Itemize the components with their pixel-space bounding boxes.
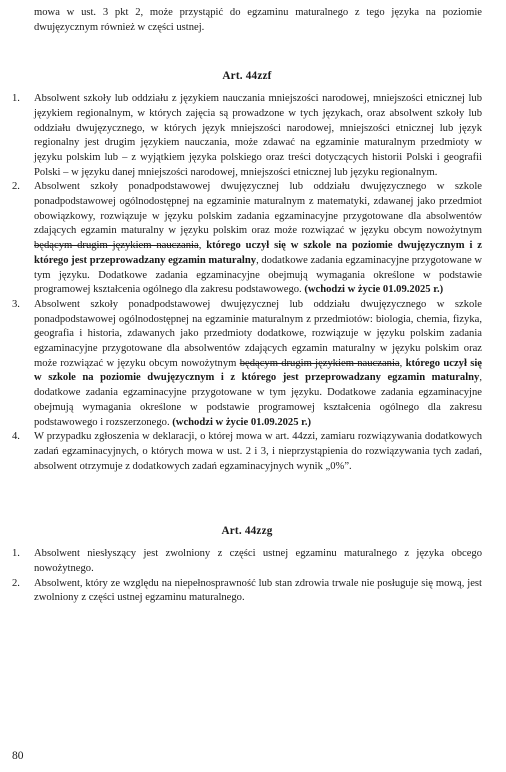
article-heading-44zzg: Art. 44zzg xyxy=(221,525,273,538)
item-number: 4. xyxy=(12,431,20,443)
effective-date-note: (wchodzi w życie 01.09.2025 r.) xyxy=(172,416,312,428)
item-number: 1. xyxy=(12,93,20,105)
page-number: 80 xyxy=(12,750,24,762)
article-44zzg-item-1 xyxy=(12,547,482,576)
item-text: Absolwent, który ze względu na niepełnosprawność lub stan zdrowia trwale nie posługuje się mową, jest zwolniony z części ustnej egzaminu maturalnego. xyxy=(34,577,482,604)
inserted-text: którego uczył się w szkole na poziomie dwujęzycznym i z którego jest przeprowadzany egzamin maturalny xyxy=(34,240,482,266)
article-44zzg-item-2 xyxy=(12,577,482,606)
item-text: Absolwent niesłyszący jest zwolniony z części ustnej egzaminu maturalnego z języka obcego nowożytnego. xyxy=(34,548,482,574)
article-44zzf-item-2 xyxy=(12,180,482,298)
page-content xyxy=(12,6,482,606)
item-number: 2. xyxy=(12,181,20,193)
item-text-continued: , dodatkowe zadania egzaminacyjne przygotowane w tym języku. Dodatkowe zadania egzaminacyjne obejmują wymagania określone w podstawie programowej kształcenia ogólnego dla zakresu podstawowego. xyxy=(34,254,482,296)
item-text: Absolwent szkoły lub oddziału z językiem nauczania mniejszości narodowej, mniejszości etnicznej lub językiem regionalnym, w których zajęcia są prowadzone w tych językach, oraz absolwent szkoły lub oddziału dwujęzycznego, w których język mniejszości narodowej, mniejszości etnicznej lub język regionalny jest drugim językiem nauczania, może zdawać na egzaminie maturalnym przedmioty w języku polskim lub – z wyjątkiem języka polskiego oraz treści dotyczących historii Polski i geografii Polski – w języku danej mniejszości narodowej, mniejszości etnicznej lub języku regionalnym. xyxy=(34,93,482,178)
effective-date-note: (wchodzi w życie 01.09.2025 r.) xyxy=(304,284,444,296)
article-heading-44zzf: Art. 44zzf xyxy=(222,70,272,83)
article-44zzf-list xyxy=(12,92,482,474)
item-text-continued: , dodatkowe zadania egzaminacyjne przygotowane w tym języku. Dodatkowe zadania egzaminacyjne obejmują wymagania określone w podstawie programowej kształcenia ogólnego dla zakresu podstawowego i rozszerzonego. xyxy=(34,372,482,428)
item-text: W przypadku zgłoszenia w deklaracji, o której mowa w art. 44zzi, zamiaru rozwiązywania dodatkowych zadań egzaminacyjnych, o których mowa w ust. 2 i 3, i nieprzystąpienia do rozwiązywania tych zadań, absolwent otrzymuje z dodatkowych zadań egzaminacyjnych wynik „0%”. xyxy=(34,431,482,472)
article-44zzf-item-1 xyxy=(12,92,482,180)
intro-fragment: mowa w ust. 3 pkt 2, może przystąpić do egzaminu maturalnego z tego języka na poziomie dwujęzycznym również w części ustnej. xyxy=(34,7,482,33)
deleted-text: będącym drugim językiem nauczania xyxy=(34,240,199,252)
item-number: 1. xyxy=(12,548,20,560)
comma: , xyxy=(399,357,403,369)
article-44zzf-item-4 xyxy=(12,430,482,474)
comma: , xyxy=(198,240,202,252)
article-44zzf-item-3 xyxy=(12,298,482,430)
item-text: Absolwent szkoły ponadpodstawowej dwujęzycznej lub oddziału dwujęzycznego w szkole ponadpodstawowej ogólnodostępnej na egzaminie maturalnym z matematyki, zdawanej jako przedmiot obowiązkowy, rozwiązuje w języku polskim zadania egzaminacyjne przygotowane dla absolwentów zdających egzamin maturalny w języku polskim oraz może rozwiązać w języku obcym nowożytnym xyxy=(34,181,482,237)
item-number: 2. xyxy=(12,577,20,589)
item-text: Absolwent szkoły ponadpodstawowej dwujęzycznej lub oddziału dwujęzycznego w szkole ponadpodstawowej ogólnodostępnej na egzaminie maturalnym z przedmiotów: biologia, chemia, fizyka, geografia i historia, zdawanych jako przedmioty dodatkowe, rozwiązuje w języku polskim zadania egzaminacyjne przygotowane dla absolwentów zdających egzamin maturalny w języku polskim oraz może rozwiązać w języku obcym nowożytnym xyxy=(34,298,482,369)
inserted-text: którego uczył się w szkole na poziomie dwujęzycznym i z którego jest przeprowadzany egzamin maturalny xyxy=(34,357,482,384)
article-44zzg-list xyxy=(12,547,482,606)
deleted-text: będącym drugim językiem nauczania xyxy=(239,357,400,369)
item-number: 3. xyxy=(12,298,20,310)
